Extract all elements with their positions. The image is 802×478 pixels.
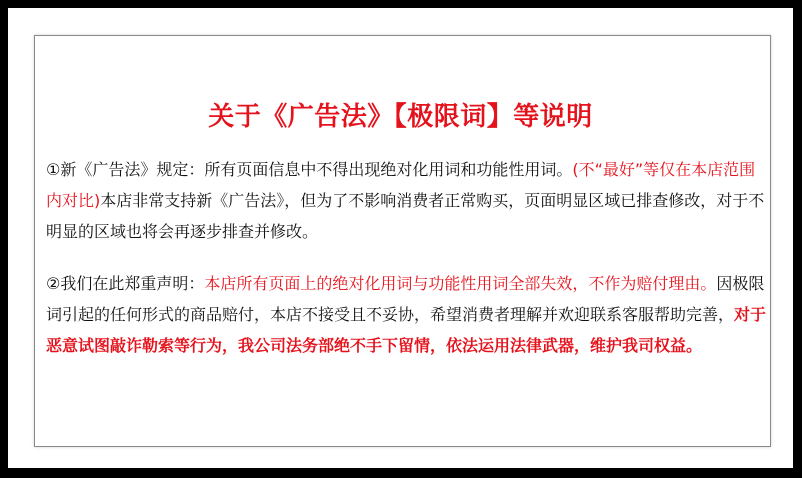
paragraph-2-red-statement: 本店所有页面上的绝对化用词与功能性用词全部失效，不作为赔付理由。	[204, 274, 717, 293]
paragraph-2-text-1: ②我们在此郑重声明：	[46, 274, 205, 293]
paragraph-2-red-warning: 对于恶意试图敲诈勒索等行为，我公司法务部绝不手下留情，依法运用法律武器，维护我司权益。	[46, 305, 767, 355]
notice-card	[8, 8, 793, 468]
paragraph-1-red-note: (不“最好”等仅在本店范围内对比)	[46, 160, 756, 210]
paragraph-2-text-2: 因极限词引起的任何形式的商品赔付，本店不接受且不妥协，希望消费者理解并欢迎联系客服帮助完善，	[46, 274, 765, 324]
declaration-paragraph-1	[46, 154, 768, 247]
paragraph-1-text-2: 本店非常支持新《广告法》，但为了不影响消费者正常购买，页面明显区域已排查修改，对于不明显的区域也将会再逐步排查并修改。	[46, 191, 765, 241]
paragraph-1-text-1: ①新《广告法》规定：所有页面信息中不得出现绝对化用词和功能性用词。	[46, 160, 573, 179]
declaration-paragraph-2	[46, 268, 768, 361]
page-title: 关于《广告法》【极限词】等说明	[208, 102, 593, 132]
